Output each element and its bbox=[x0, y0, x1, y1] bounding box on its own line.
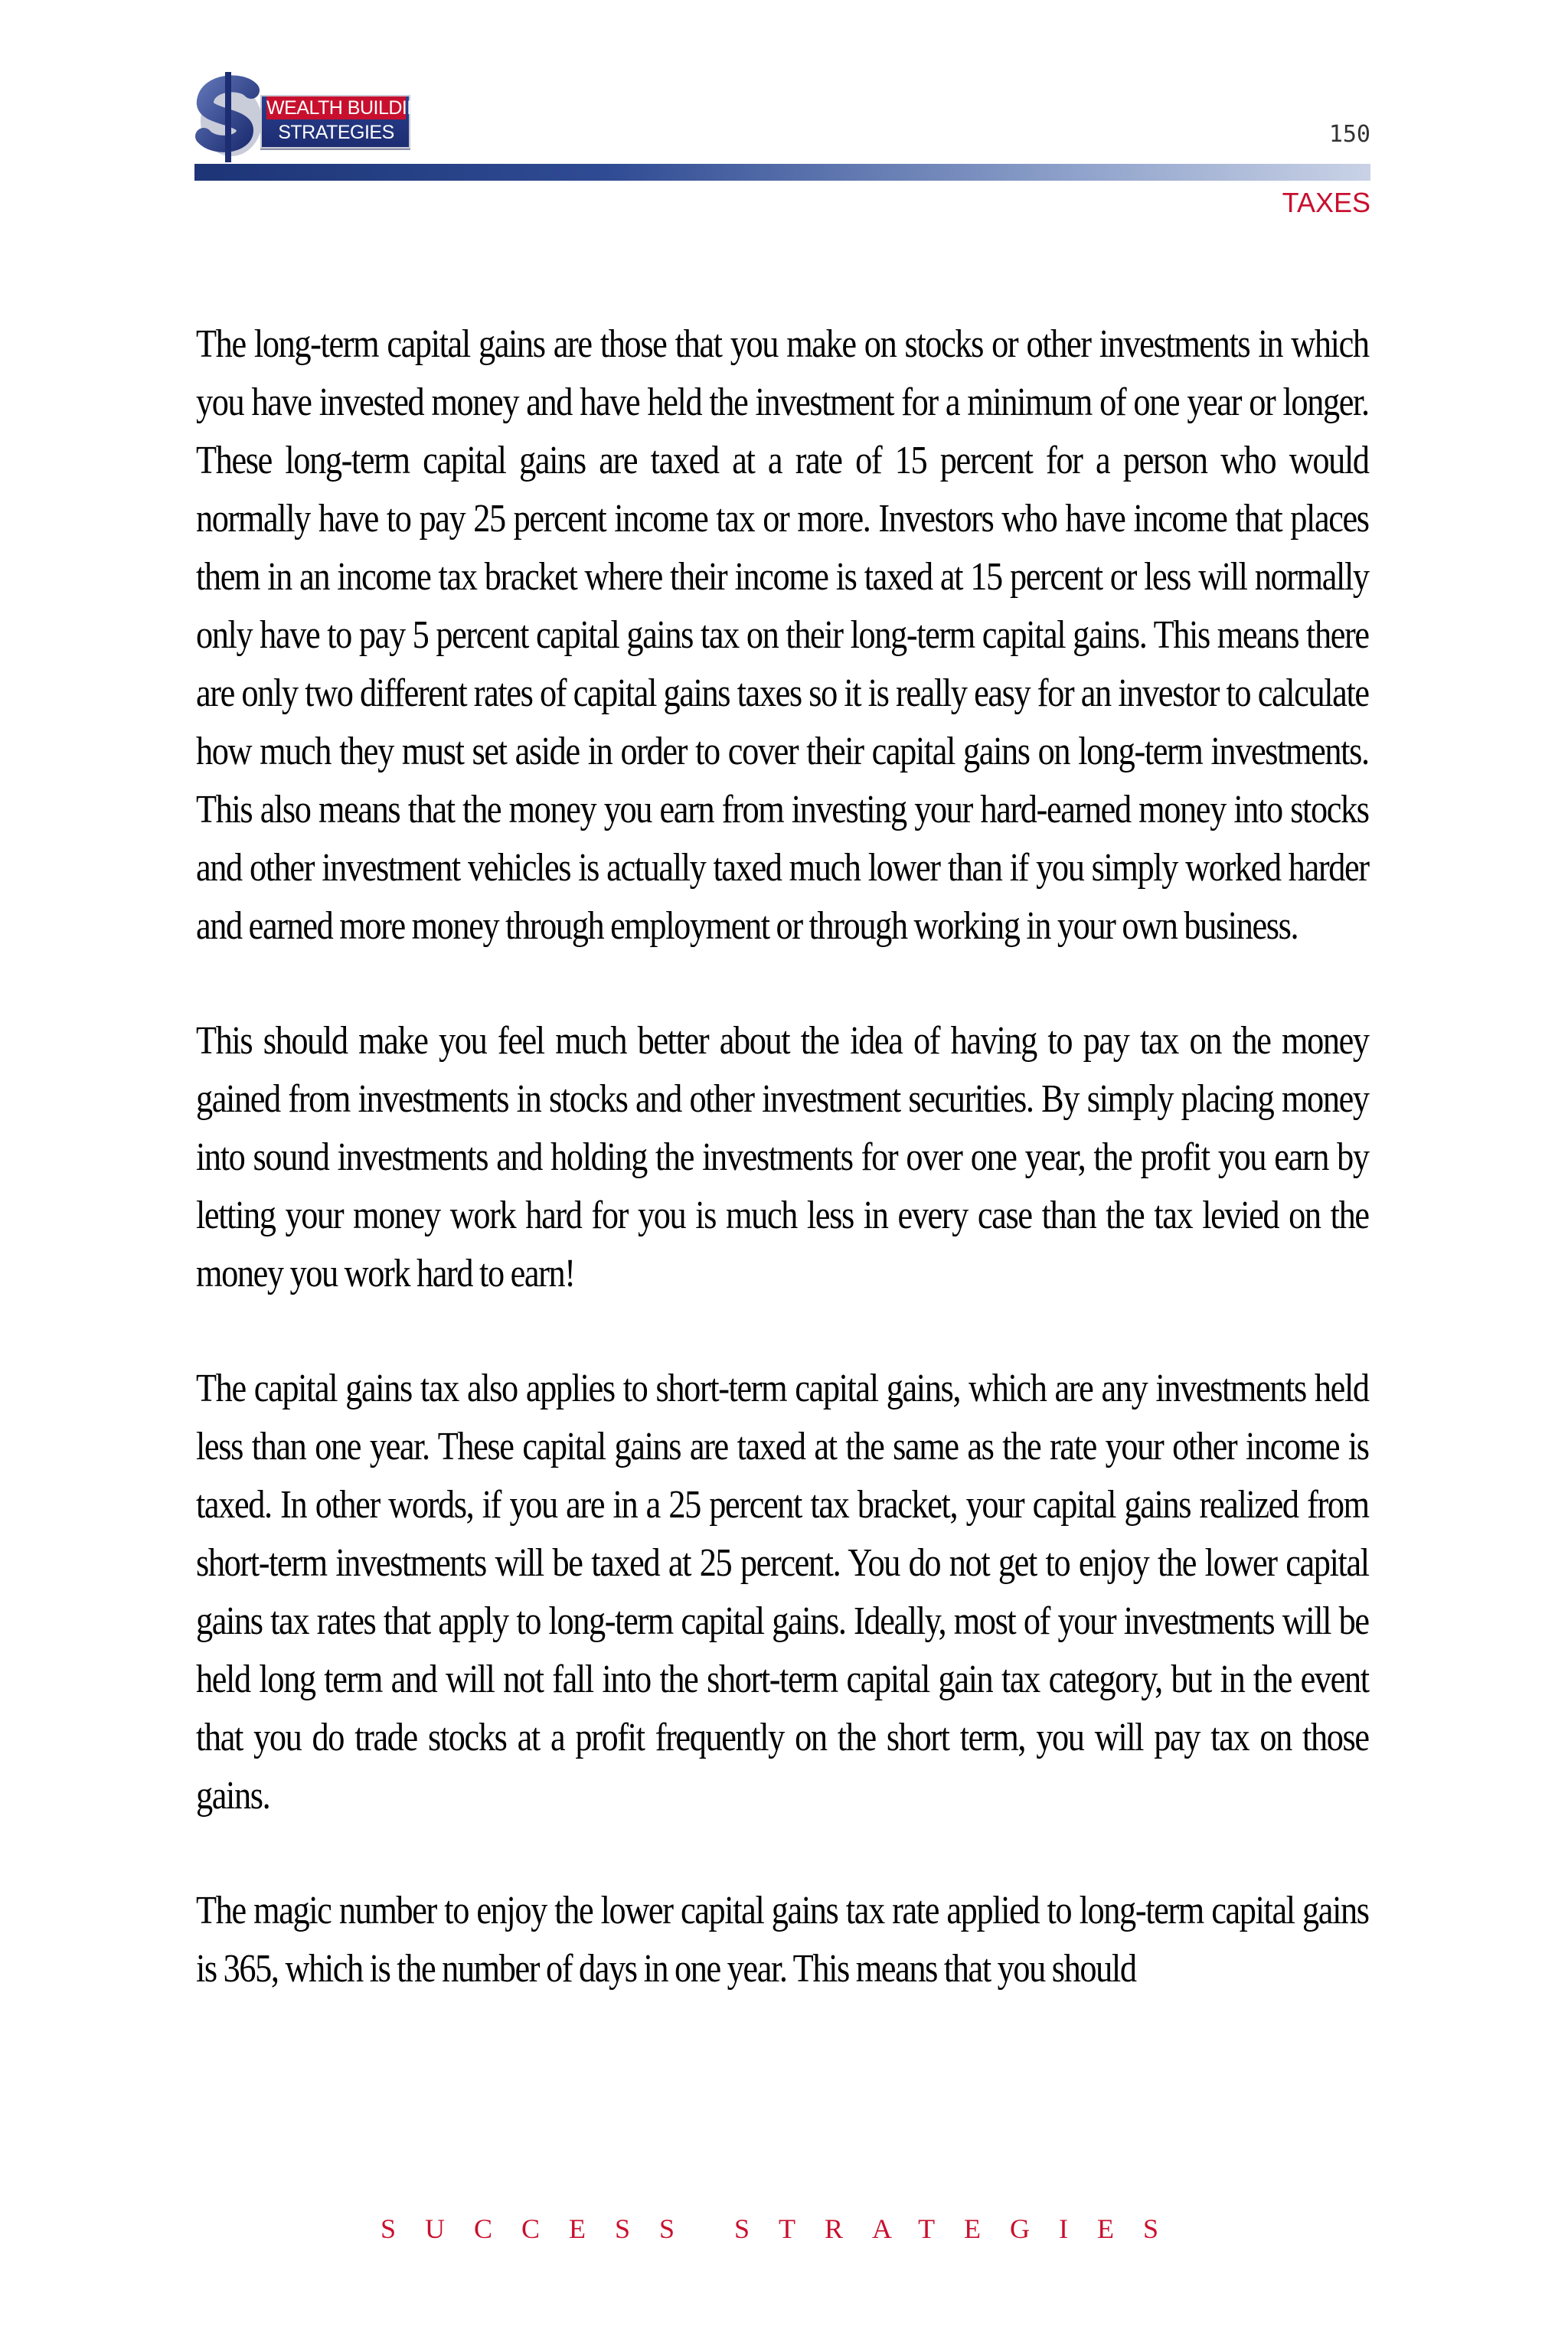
header-divider-bar bbox=[194, 164, 1370, 181]
paragraph: The long-term capital gains are those that you make on stocks or other investments in which you have invested money and have held the investment for a minimum of one year or longer. These long-term capital gains are taxed at a rate of 15 percent for a person who would normally have to pay 25 percent income tax or more. Investors who have income that places them in an income tax bracket where their income is taxed at 15 percent or less will normally only have to pay 5 percent capital gains tax on their long-term capital gains. This means there are only two different rates of capital gains taxes so it is really easy for an investor to calculate how much they must set aside in order to cover their capital gains on long-term investments. This also means that the money you earn from investing your hard-earned money into stocks and other investment vehicles is actually taxed much lower than if you simply worked harder and earned more money through employment or through working in your own business. bbox=[196, 322, 1369, 948]
paragraph: The capital gains tax also applies to short-term capital gains, which are any investments held less than one year. These capital gains are taxed at the same as the rate your other income is taxed. In other words, if you are in a 25 percent tax bracket, your capital gains realized from short-term investments will be taxed at 25 percent. You do not get to enjoy the lower capital gains tax rates that apply to long-term capital gains. Ideally, most of your investments will be held long term and will not fall into the short-term capital gain tax category, but in the event that you do trade stocks at a profit frequently on the short term, you will pay tax on those gains. bbox=[196, 1367, 1369, 1818]
paragraph: The magic number to enjoy the lower capital gains tax rate applied to long-term capital gains is 365, which is the number of days in one year. This means that you should bbox=[196, 1889, 1369, 1991]
paragraph: This should make you feel much better about the idea of having to pay tax on the money gained from investments in stocks and other investment securities. By simply placing money into sound investments and holding the investments for over one year, the profit you earn by letting your money work hard for you is much less in every case than the tax levied on the money you work hard to earn! bbox=[196, 1019, 1369, 1295]
page-number: 150 bbox=[1328, 121, 1370, 148]
section-title: TAXES bbox=[1282, 187, 1370, 218]
page-content bbox=[196, 315, 1369, 1998]
wealth-building-strategies-logo bbox=[191, 67, 435, 167]
footer-tagline bbox=[0, 2212, 1568, 2246]
logo-text-strategies: STRATEGIES bbox=[278, 122, 394, 143]
logo-text-wealth-building: WEALTH BUILDING bbox=[266, 97, 435, 119]
footer-word-strategies: STRATEGIES bbox=[734, 2213, 1188, 2244]
footer-word-success: SUCCESS bbox=[380, 2213, 704, 2244]
